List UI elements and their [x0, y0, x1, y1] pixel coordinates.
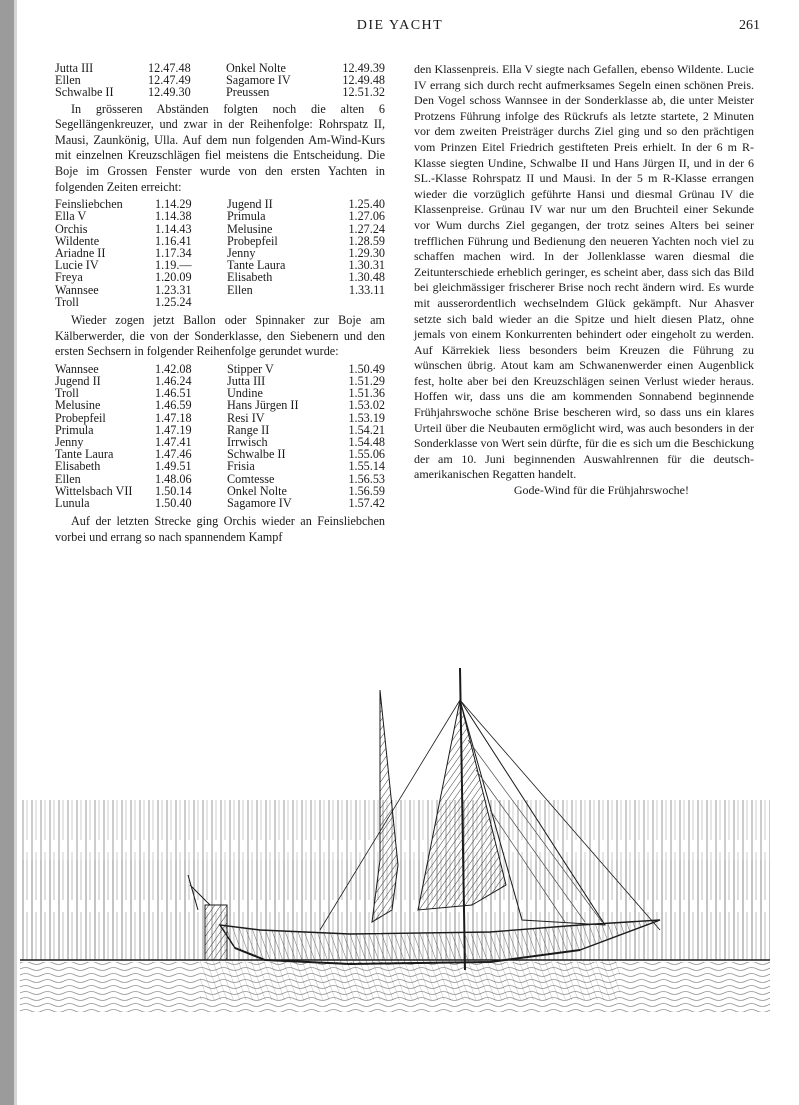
yacht-name: Jugend II [55, 373, 101, 388]
paragraph-kaelberwerder: Wieder zogen jetzt Ballon oder Spinnaker zur Boje am Kälberwerder, die von der Sonderklasse, den Siebenern und den ersten Sechsern in folgender Reihenfolge gerundet wurde: [55, 313, 385, 359]
table-row [55, 210, 385, 222]
table-row [55, 473, 385, 485]
yacht-name: Wildente [55, 233, 100, 248]
table-row [55, 62, 385, 74]
elapsed-time: 1.20.09 [155, 270, 192, 285]
table-row [55, 485, 385, 497]
paragraph-abstaende: In grösseren Abständen folgten noch die alten 6 Segellängenkreuzer, und zwar in der Reihenfolge: Rohrspatz II, Mausi, Zaunkönig, Ulla. Auf dem nun folgenden Am-Wind-Kurs mit einzelnen Kreuzschlägen fiel meistens die Entscheidung. Die Boje im Grossen Fenster wurde von den ersten Yachten in folgenden Zeiten erreicht: [55, 101, 385, 194]
table-row [55, 198, 385, 210]
elapsed-time: 12.47.49 [148, 73, 191, 88]
elapsed-time: 1.51.29 [348, 373, 385, 388]
page-binding-edge [0, 0, 14, 1105]
yacht-name: Resi IV [227, 410, 265, 425]
elapsed-time: 1.17.34 [155, 245, 192, 260]
table-row [55, 259, 385, 271]
yacht-name: Wittelsbach VII [55, 483, 133, 498]
yacht-name: Hans Jürgen II [227, 398, 299, 413]
results-table-kaelberwerder [55, 363, 385, 509]
elapsed-time: 12.49.30 [148, 85, 191, 100]
yacht-name: Wannsee [55, 361, 99, 376]
yacht-name: Melusine [227, 221, 273, 236]
yacht-name: Stipper V [227, 361, 274, 376]
results-table-finish [55, 62, 385, 99]
elapsed-time: 1.53.19 [348, 410, 385, 425]
yacht-name: Ellen [55, 471, 81, 486]
elapsed-time: 1.42.08 [155, 361, 192, 376]
elapsed-time: 1.53.02 [348, 398, 385, 413]
yacht-name: Schwalbe II [55, 85, 114, 100]
table-row [55, 375, 385, 387]
yacht-name: Sagamore IV [227, 496, 292, 511]
yacht-name: Frisia [227, 459, 255, 474]
signoff-line: Gode-Wind für die Frühjahrswoche! [513, 483, 689, 498]
elapsed-time: 1.28.59 [348, 233, 385, 248]
sailing-boat-drawing-icon [20, 660, 770, 1055]
table-row [55, 497, 385, 509]
table-row [55, 247, 385, 259]
elapsed-time: 12.51.32 [342, 85, 385, 100]
yacht-name: Freya [55, 270, 83, 285]
table-row [55, 399, 385, 411]
elapsed-time: 1.56.59 [348, 483, 385, 498]
table-row [55, 412, 385, 424]
yacht-name: Irrwisch [227, 435, 268, 449]
table-row [55, 363, 385, 375]
elapsed-time: 1.46.59 [155, 398, 192, 413]
table-row [55, 296, 385, 308]
elapsed-time: 1.16.41 [155, 233, 192, 248]
page-title: DIE YACHT [356, 18, 444, 33]
elapsed-time: 12.49.48 [342, 73, 385, 88]
elapsed-time: 1.33.11 [348, 282, 385, 297]
elapsed-time: 1.50.40 [155, 496, 192, 511]
yacht-name: Ellen [55, 73, 81, 88]
left-column [55, 62, 385, 545]
elapsed-time: 1.47.18 [155, 410, 192, 425]
yacht-name: Primula [55, 422, 94, 437]
paragraph-klassenpreis: den Klassenpreis. Ella V siegte nach Gefallen, ebenso Wildente. Lucie IV errang sich durch recht aufmerksames Segeln einen schönen Preis. Den Vogel schoss Wannsee in der Sonderklasse ab, die unter Meister Protzens Führung infolge des Rückrufs als letzte startete, 2 Minuten vor dem zweiten Preisträger durchs Ziel ging und so den prächtigen vom Prinzen Eitel Friedrich gestifteten Preis erhielt. In der 6 m R-Klasse siegten Undine, Schwalbe II und Hans Jürgen II, und in der 6 SL.-Klasse Rohrspatz II und Mausi. In der 5 m R-Klasse errangen wieder die vorzüglich geführte Hansi und diesmal Grünau IV die Klassenpreise. Grünau IV war nur um den Bruchteil einer Sekunde vor Wum durchs Ziel gegangen, der trotz seines Alters bei seiner trefflichen Führung und Bedienung den neueren Yachten noch viel zu schaffen machen wird. In der Jollenklasse waren diesmal die Zeitunterschiede erheblich geringer, es scheint aber, dass sich das Bild bei gleichmässiger frischerer Brise noch recht ändern wird. Es wurde mit ausserordentlich wechselndem Glück gekämpft. Nur Ahasver setzte sich bald wieder an die Spitze und hielt diesen Platz, ohne jemals von einem Konkurrenten behindert oder eingeholt zu werden. Auf Kärrekiek liess besonders beim Kreuzen die Führung zu wünschen übrig. Atout kam am Schwanenwerder einen Augenblick fest, holte aber bei den Kreuzschlägen seinen Verlust wieder heraus. Hoffen wir, dass uns die am kommenden Sonnabend beginnende Frühjahrswoche schöne Brise bescheren wird, so dass uns ein klares Urteil über die Neubauten ermöglicht wird, was auch besonders in der Sonderklasse von Wert sein dürfte, für die es sich um die Beschickung der am 10. Juni beginnenden Auswahlrennen für die deutsch-amerikanischen Regatten handelt. [414, 62, 754, 482]
elapsed-time: 1.30.48 [348, 270, 385, 285]
elapsed-time: 1.25.24 [155, 294, 192, 309]
yacht-name: Jutta III [55, 61, 94, 75]
yacht-name: Lunula [55, 496, 90, 511]
elapsed-time: 1.27.06 [348, 209, 385, 224]
elapsed-time: 1.57.42 [348, 496, 385, 511]
page-binding-shadow [14, 0, 17, 1105]
yacht-name: Elisabeth [55, 459, 101, 474]
elapsed-time: 1.55.06 [348, 447, 385, 462]
yacht-name: Orchis [55, 221, 88, 236]
yacht-name: Tante Laura [55, 447, 114, 462]
elapsed-time: 1.47.41 [155, 435, 192, 449]
elapsed-time: 1.55.14 [348, 459, 385, 474]
yacht-name: Ella V [55, 209, 87, 224]
yacht-name: Feinsliebchen [55, 197, 123, 212]
elapsed-time: 1.30.31 [348, 258, 385, 273]
elapsed-time: 12.47.48 [148, 61, 191, 75]
elapsed-time: 1.54.21 [348, 422, 385, 437]
table-row [55, 223, 385, 235]
yacht-name: Wannsee [55, 282, 99, 297]
elapsed-time: 1.14.43 [155, 221, 192, 236]
elapsed-time: 1.14.38 [155, 209, 192, 224]
elapsed-time: 1.14.29 [155, 197, 192, 212]
paragraph-letzte-strecke: Auf der letzten Strecke ging Orchis wieder an Feinsliebchen vorbei und errang so nach spannendem Kampf [55, 514, 385, 544]
yacht-name: Tante Laura [227, 258, 286, 273]
yacht-name: Ariadne II [55, 245, 106, 260]
table-row [55, 424, 385, 436]
elapsed-time [337, 296, 385, 308]
yacht-name: Onkel Nolte [227, 483, 287, 498]
elapsed-time: 1.56.53 [348, 471, 385, 486]
yacht-name [227, 296, 337, 308]
elapsed-time: 1.47.46 [155, 447, 192, 462]
yacht-name: Probepfeil [227, 233, 278, 248]
elapsed-time: 1.19.— [155, 258, 192, 273]
yacht-name: Onkel Nolte [226, 61, 286, 75]
elapsed-time: 1.54.48 [348, 435, 385, 449]
elapsed-time: 1.29.30 [348, 245, 385, 260]
table-row [55, 271, 385, 283]
elapsed-time: 12.49.39 [342, 61, 385, 75]
yacht-name: Jugend II [227, 197, 273, 212]
elapsed-time: 1.25.40 [348, 197, 385, 212]
elapsed-time: 1.47.19 [155, 422, 192, 437]
elapsed-time: 1.50.49 [348, 361, 385, 376]
yacht-name: Undine [227, 386, 263, 401]
elapsed-time: 1.23.31 [155, 282, 192, 297]
page-number: 261 [739, 18, 760, 33]
yacht-name: Troll [55, 294, 79, 309]
yacht-name: Comtesse [227, 471, 275, 486]
yacht-name: Jenny [227, 245, 256, 260]
yacht-name: Melusine [55, 398, 101, 413]
elapsed-time: 1.51.36 [348, 386, 385, 401]
table-row [55, 460, 385, 472]
elapsed-time: 1.46.51 [155, 386, 192, 401]
yacht-name: Probepfeil [55, 410, 106, 425]
table-row [55, 387, 385, 399]
table-row [55, 448, 385, 460]
elapsed-time: 1.27.24 [348, 221, 385, 236]
yacht-name: Jutta III [227, 373, 266, 388]
table-row [55, 86, 385, 98]
yacht-name: Primula [227, 209, 266, 224]
yacht-name: Ellen [227, 282, 253, 297]
yacht-name: Sagamore IV [226, 73, 291, 88]
results-table-grosses-fenster [55, 198, 385, 308]
yacht-name: Preussen [226, 85, 270, 100]
yacht-name: Jenny [55, 435, 84, 449]
yacht-name: Range II [227, 422, 270, 437]
yacht-name: Elisabeth [227, 270, 273, 285]
table-row [55, 284, 385, 296]
elapsed-time: 1.46.24 [155, 373, 192, 388]
yacht-name: Schwalbe II [227, 447, 286, 462]
yacht-name: Lucie IV [55, 258, 99, 273]
yacht-name: Troll [55, 386, 79, 401]
elapsed-time: 1.50.14 [155, 483, 192, 498]
elapsed-time: 1.49.51 [155, 459, 192, 474]
elapsed-time: 1.48.06 [155, 471, 192, 486]
right-column [414, 62, 754, 499]
